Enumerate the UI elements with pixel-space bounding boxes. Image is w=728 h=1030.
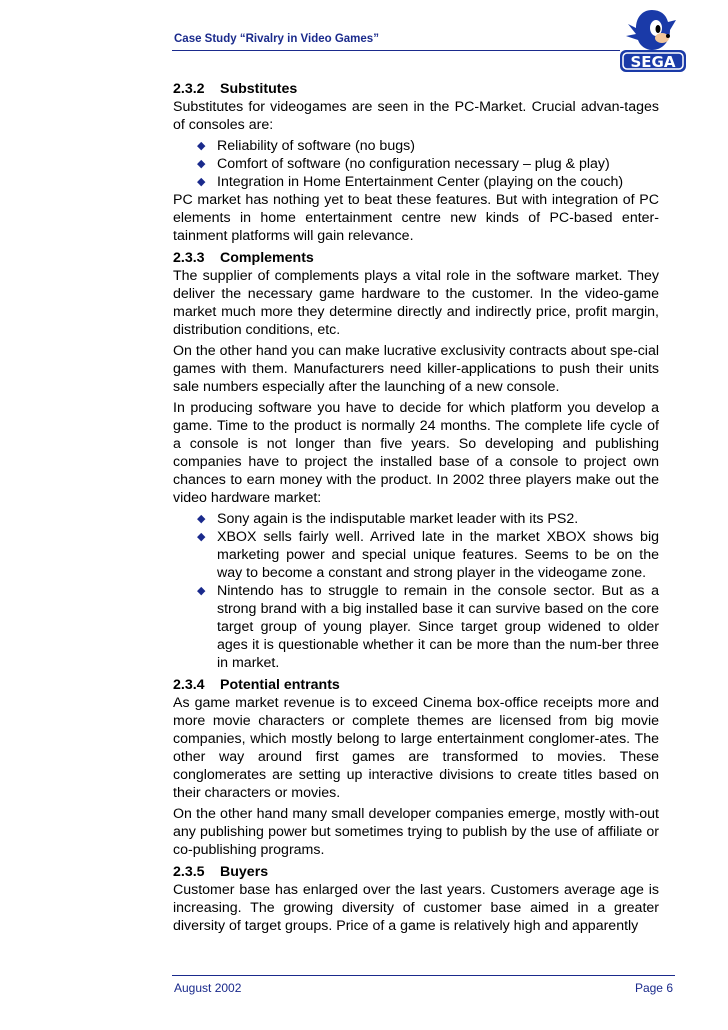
diamond-bullet-icon: ◆ <box>197 531 206 543</box>
paragraph: On the other hand many small developer companies emerge, mostly with-out any publishing power but sometimes trying to publish by the use of affiliate or co-publishing programs. <box>173 806 659 858</box>
list-item: ◆ Comfort of software (no configuration necessary – plug & play) <box>197 156 610 172</box>
section-number: 2.3.3 <box>173 250 205 266</box>
list-item: ◆ Integration in Home Entertainment Center (playing on the couch) <box>197 174 624 190</box>
document-header-title: Case Study “Rivalry in Video Games” <box>174 33 379 45</box>
diamond-bullet-icon: ◆ <box>197 585 206 597</box>
section-heading-buyers <box>173 863 659 881</box>
section-heading-potential-entrants <box>173 676 659 694</box>
paragraph: PC market has nothing yet to beat these features. But with integration of PC elements in home entertainment centre new kinds of PC-based enter-tainment platforms will gain relevance. <box>173 192 659 244</box>
svg-text:SEGA: SEGA <box>630 53 676 71</box>
paragraph: Customer base has enlarged over the last years. Customers average age is increasing. The growing diversity of customer base aimed in a greater diversity of target groups. Price of a game is relatively high and apparently <box>173 882 659 934</box>
footer-date: August 2002 <box>174 981 242 995</box>
footer-divider <box>172 975 675 976</box>
document-body <box>173 80 659 938</box>
paragraph: On the other hand you can make lucrative exclusivity contracts about spe-cial games with them. Manufacturers need killer-applications to push their units sale numbers especially after the launching of a new console. <box>173 343 659 395</box>
section-heading-complements <box>173 249 659 267</box>
diamond-bullet-icon: ◆ <box>197 140 206 152</box>
diamond-bullet-icon: ◆ <box>197 176 206 188</box>
list-item: ◆ XBOX sells fairly well. Arrived late in the market XBOX shows big marketing power and special unique features. Seems to be on the way to become a constant and strong player in the videogame zone. <box>197 529 659 581</box>
page-number: Page 6 <box>634 981 673 995</box>
list-item: ◆ Reliability of software (no bugs) <box>197 138 415 154</box>
section-number: 2.3.2 <box>173 81 205 97</box>
section-title: Complements <box>220 250 314 266</box>
sega-logo <box>612 6 692 76</box>
bullet-list <box>173 137 659 191</box>
section-number: 2.3.4 <box>173 677 205 693</box>
section-title: Buyers <box>220 864 269 880</box>
section-title: Substitutes <box>220 81 298 97</box>
section-number: 2.3.5 <box>173 864 205 880</box>
list-item: ◆ Nintendo has to struggle to remain in the console sector. But as a strong brand with a big installed base it can survive based on the core target group of young player. Since target group widened to older ages it is questionable whether it can be more than the num-ber three in market. <box>197 583 659 671</box>
paragraph: Substitutes for videogames are seen in the PC-Market. Crucial advan-tages of consoles are: <box>173 99 659 133</box>
paragraph: In producing software you have to decide for which platform you develop a game. Time to the product is normally 24 months. The complete life cycle of a console is not longer than five years. So developing and publishing companies have to project the installed base of a console to project own chances to earn money with the product. In 2002 three players make out the video hardware market: <box>173 400 659 506</box>
list-item: ◆ Sony again is the indisputable market leader with its PS2. <box>197 511 579 527</box>
paragraph: The supplier of complements plays a vital role in the software market. They deliver the necessary game hardware to the customer. In the video-game market much more they determine directly and indirectly price, profit margin, distribution conditions, etc. <box>173 268 659 338</box>
diamond-bullet-icon: ◆ <box>197 158 206 170</box>
header-divider <box>172 50 620 51</box>
paragraph: As game market revenue is to exceed Cinema box-office receipts more and more movie characters or complete themes are licensed from big movie companies, which mostly belong to large entertainment conglomer-ates. The other way around first games are transformed to movies. These conglomerates are setting up interactive divisions to create titles based on their characters or movies. <box>173 695 659 801</box>
diamond-bullet-icon: ◆ <box>197 513 206 525</box>
section-heading-substitutes <box>173 80 659 98</box>
section-title: Potential entrants <box>220 677 340 693</box>
bullet-list <box>173 510 659 672</box>
